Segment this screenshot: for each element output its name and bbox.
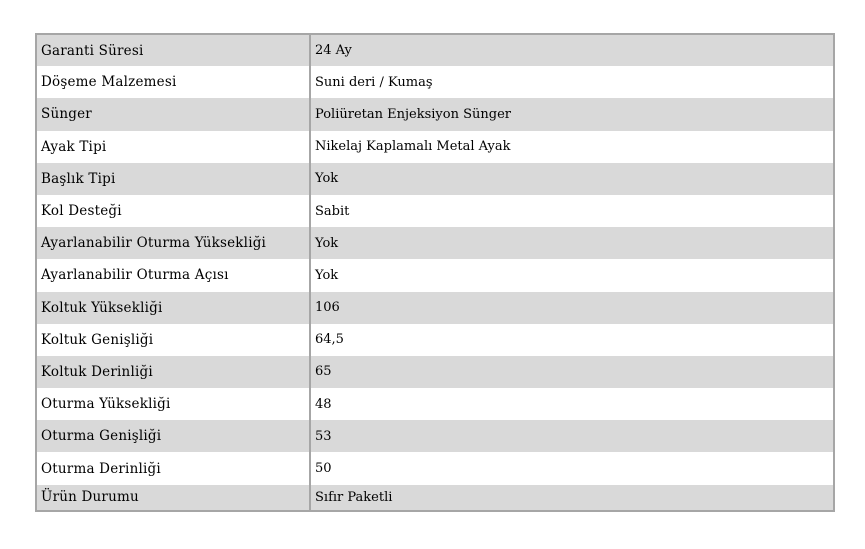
spec-label: Garanti Süresi xyxy=(36,34,310,66)
spec-value: Sabit xyxy=(310,195,834,227)
spec-label: Oturma Genişliği xyxy=(36,420,310,452)
product-spec-table xyxy=(35,33,835,512)
spec-value: 106 xyxy=(310,292,834,324)
spec-row-adjustable-seat-height xyxy=(36,227,834,259)
spec-label: Kol Desteği xyxy=(36,195,310,227)
spec-label: Ayarlanabilir Oturma Yüksekliği xyxy=(36,227,310,259)
spec-label: Sünger xyxy=(36,98,310,130)
spec-row-seat-depth xyxy=(36,452,834,484)
spec-value: 24 Ay xyxy=(310,34,834,66)
spec-row-adjustable-seat-angle xyxy=(36,259,834,291)
spec-label: Koltuk Derinliği xyxy=(36,356,310,388)
spec-table-body xyxy=(36,34,834,511)
spec-value: Yok xyxy=(310,259,834,291)
spec-row-chair-width xyxy=(36,324,834,356)
spec-label: Ürün Durumu xyxy=(36,485,310,511)
spec-label: Döşeme Malzemesi xyxy=(36,66,310,98)
spec-label: Ayak Tipi xyxy=(36,131,310,163)
spec-value: 48 xyxy=(310,388,834,420)
spec-value: Nikelaj Kaplamalı Metal Ayak xyxy=(310,131,834,163)
spec-row-sponge xyxy=(36,98,834,130)
spec-row-headrest-type xyxy=(36,163,834,195)
spec-value: Sıfır Paketli xyxy=(310,485,834,511)
spec-row-upholstery xyxy=(36,66,834,98)
spec-label: Koltuk Yüksekliği xyxy=(36,292,310,324)
spec-label: Oturma Derinliği xyxy=(36,452,310,484)
spec-value: 65 xyxy=(310,356,834,388)
spec-row-armrest xyxy=(36,195,834,227)
spec-row-seat-width xyxy=(36,420,834,452)
spec-row-chair-depth xyxy=(36,356,834,388)
spec-value: 50 xyxy=(310,452,834,484)
spec-row-leg-type xyxy=(36,131,834,163)
spec-value: Yok xyxy=(310,163,834,195)
spec-value: Yok xyxy=(310,227,834,259)
spec-value: Suni deri / Kumaş xyxy=(310,66,834,98)
spec-value: 53 xyxy=(310,420,834,452)
spec-value: Poliüretan Enjeksiyon Sünger xyxy=(310,98,834,130)
spec-row-product-condition xyxy=(36,485,834,511)
spec-row-warranty xyxy=(36,34,834,66)
spec-label: Başlık Tipi xyxy=(36,163,310,195)
spec-label: Oturma Yüksekliği xyxy=(36,388,310,420)
spec-value: 64,5 xyxy=(310,324,834,356)
spec-row-seat-height xyxy=(36,388,834,420)
spec-label: Ayarlanabilir Oturma Açısı xyxy=(36,259,310,291)
spec-label: Koltuk Genişliği xyxy=(36,324,310,356)
spec-row-chair-height xyxy=(36,292,834,324)
